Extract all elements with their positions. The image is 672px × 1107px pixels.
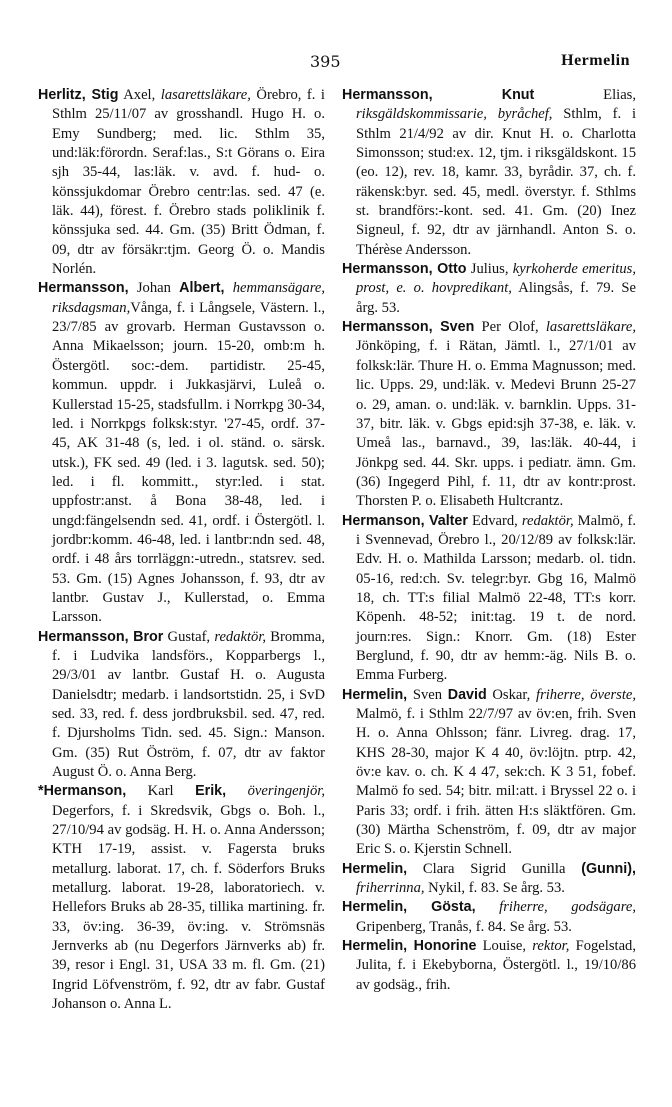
entry-given: Clara Sigrid Gunilla — [407, 860, 582, 877]
entry-title: redaktör, — [214, 628, 267, 645]
entry-title: lasarettsläkare, — [545, 319, 636, 336]
entry-given — [476, 899, 500, 915]
entry-name: Hermelin, Honorine — [342, 938, 477, 955]
entry-name: Hermansson, — [38, 280, 129, 297]
entry-name: Hermansson, Otto — [342, 261, 467, 278]
entry-given: Johan — [128, 280, 180, 297]
entry — [38, 86, 325, 279]
entry — [342, 318, 636, 511]
entry — [38, 628, 325, 783]
entry-name: Hermansson, Bror — [38, 628, 164, 645]
entry-name: Hermansson, Sven — [342, 319, 475, 336]
entry-given: Axel, — [118, 87, 161, 103]
entry-title: friherre, godsägare, — [499, 899, 636, 916]
entry — [342, 860, 636, 899]
entry-given-bold: David — [447, 686, 487, 703]
entry — [342, 898, 636, 937]
entry-name: Hermelin, — [342, 860, 408, 877]
entry-name: Hermelin, — [342, 686, 408, 703]
entry-given: Per Olof, — [474, 319, 546, 336]
left-column — [38, 86, 325, 1015]
entry-title: friherrinna, — [356, 880, 425, 897]
entry-name: Hermansson, Knut — [342, 87, 535, 103]
entry-body: Jönköping, f. i Rätan, Jämtl. l., 27/1/01 av folksk:lär. Thure H. o. Emma Magnusson; med. lic. Upps. 29, und:läk. v. Medevi Brunn 25-27 o. 29, aman. o. und:läk. v. barnklin. Upps. 31-37, bitr. läk. v. Gbgs epid:sjh 37-38, e. läk. v. Umeå las., barnavd., 39, las:läk. 40-44, i Jönkpg sed. 44. Skr. upps. i pediatr. ämn. Gm. (36) Ingegerd Pihl, f. 11, dtr av kontr:prost. Thorsten P. o. Elisabeth Hultcrantz. — [356, 338, 636, 510]
running-head: Hermelin — [561, 52, 630, 69]
entry-given: Edvard, — [467, 512, 522, 529]
entry-title: överingenjör, — [226, 783, 325, 800]
entry-title: friherre, överste, — [536, 686, 637, 703]
page-number: 395 — [310, 52, 341, 71]
entry — [342, 260, 636, 318]
entry-body: Malmö, f. i Sthlm 22/7/97 av öv:en, frih. Sven H. o. Anna Ohlsson; fänr. Livreg. drag. 17, KHS 28-30, major K 4 40, öv:löjtn. ptrp. 42, öv:e kav. o. ch. K 4 47, sek:ch. K 3 51, fobef. Malmö fo sed. 54; bitr. mil:att. i Bryssel 22 o. i Paris 33; ordf. i frih. ätten H:s släktfören. Gm. (30) Märtha Schenström, f. 09, dtr av major Eric S. o. Kjerstin Schnell. — [356, 706, 636, 858]
entry-title: riksgäldskommissarie, byråchef, — [356, 106, 553, 123]
entry-name: *Hermanson, — [38, 783, 127, 800]
entry-given-bold: Erik, — [195, 783, 227, 800]
entry-name: Hermanson, Valter — [342, 512, 468, 529]
entry-given-bold: Albert, — [179, 280, 225, 297]
entry — [342, 686, 636, 860]
entry-title: rektor, — [532, 938, 570, 955]
entry-title: redaktör, — [521, 512, 574, 529]
page-header — [0, 52, 672, 76]
entry-given: Julius, — [466, 261, 513, 278]
right-column — [342, 86, 636, 995]
entry-body: Vånga, f. i Långsele, Västern. l., 23/7/85 av grovarb. Herman Gustavsson o. Anna Mikaelsson; journ. 15-20, omb:m h. Östergötl. soc:-dem. partidistr. 25-45, kommun. uppdr. i Jukkasjärvi, Luleå o. Kullerstad 15-25, stadsfullm. i Norrkpg 30-34, led. i Norrkpgs folksk:styr. '27-45, ordf. 37-45, AK 31-48 (s, led. i ol. ständ. o. särsk. utsk.), FK sed. 49 (led. i 3. lagutsk. sed. 50); led. i fl. kommitt., styr:led. i stat. uppfostr:anst. å Bona 38-48, led. i ungd:fängelsendn sed. 41, ordf. i Östergötl. l. jordbr:komm. 46-48, led. i lantbr:ndn sed. 48, ordf. i 48 års torrläggn:-utredn., statsrev. sed. 53. Gm. (15) Agnes Johansson, f. 93, dtr av lantbr. Gustav J., Kullerstad, o. Emma Larsson. — [52, 299, 325, 626]
entry-body: Alingsås, f. 79. Se årg. 53. — [356, 280, 636, 316]
entry-given: Elias, — [534, 87, 636, 103]
entry-given: Louise, — [476, 938, 533, 955]
entry — [38, 782, 325, 1014]
entry — [342, 937, 636, 995]
entry-body: Örebro, f. i Sthlm 25/11/07 av grosshandl. Hugo H. o. Emy Sundberg; med. lic. Sthlm 35, und:läk:förordn. Seraf:las., S:t Görans o. Eira sjh 35-44, las:läk. v. avd. f. hud- o. könssjukdomar Örebro centr:las. sed. 47 (e. läk. 44), förest. f. Örebro stads poliklinik f. könssjuka sed. 44. Gm. (35) Britt Ödman, f. 09, dtr av försäkr:tjm. Georg Ö. o. Mandis Norlén. — [52, 87, 325, 278]
entry-body: Gripenberg, Tranås, f. 84. Se årg. 53. — [356, 918, 572, 935]
entry-body: Malmö, f. i Svennevad, Örebro l., 20/12/89 av folksk:lär. Edv. H. o. Mathilda Larsson; medarb. ol. tidn. 05-16, red:ch. Sv. telegr:byr. Gbg 16, Malmö 18, ch. TT:s filial Malmö 22-48, TT:s korr. Köpenh. 48-52; init:tag. 19 t. de nord. journ:res. Sign.: Knorr. Gm. (18) Ester Berglund, f. 90, dtr av hemm:-äg. Nils B. o. Emma Furberg. — [356, 512, 636, 684]
entry-body: Degerfors, f. i Skredsvik, Gbgs o. Boh. l., 27/10/94 av godsäg. H. H. o. Anna Andersson; KTH 17-19, assist. v. Fagersta bruks metallurg. laborat. 17, ch. f. Söderfors Bruks metallurg. laborat. 19-28, laboratoriech. v. Hellefors Bruks ab 28-35, tillika martining. fr. 33, öv:ing. 36-39, öv:ing. v. Strömsnäs Jernverks ab (nu Degerfors Järnverks ab) fr. 39, resor i Engl. 31, USA 33 m. fl. Gm. (21) Ingrid Löfvenström, f. 92, dtr av fabr. Gustaf Johanson o. Anna L. — [52, 802, 325, 1013]
entry-title: lasarettsläkare, — [160, 87, 251, 103]
entry-title: hemmansägare, riksdagsman, — [52, 280, 325, 316]
entry-name: Herlitz, Stig — [38, 87, 119, 103]
entry — [38, 279, 325, 627]
entry-given: Karl — [126, 783, 196, 800]
entry — [342, 86, 636, 260]
entry-given-bold: (Gunni), — [581, 860, 636, 877]
entry — [342, 512, 636, 686]
entry-given: Sven — [407, 686, 448, 703]
entry-title: kyrkoherde emeritus, prost, e. o. hovpredikant, — [356, 261, 636, 297]
entry-body: Fogelstad, Julita, f. i Ekebyborna, Östergötl. l., 19/10/86 av godsäg., frih. — [356, 938, 636, 993]
entry-given-2: Oskar, — [486, 686, 537, 703]
entry-given: Gustaf, — [163, 628, 215, 645]
entry-body: Nykil, f. 83. Se årg. 53. — [424, 880, 565, 897]
entry-body: Sthlm, f. i Sthlm 21/4/92 av dir. Knut H. o. Charlotta Simonsson; stud:ex. 12, tjm. i riksgäldskont. 15 (eo. 12), rev. 18, kamr. 33, byrådir. 37, ch. f. räkensk:byr. sed. 45, medl. överstyr. f. Sthlms st. brandförs:-kont. sed. 41. Gm. (20) Inez Signeul, f. 92, dtr av järnhandl. Anton S. o. Thérèse Andersson. — [356, 106, 637, 258]
entry-name: Hermelin, Gösta, — [342, 899, 476, 916]
entry-body: Bromma, f. i Ludvika landsförs., Kopparbergs l., 29/3/01 av lantbr. Gustaf H. o. Augusta Danielsdtr; medarb. i landsortstidn. 25, i SvD sed. 33, red. f. dess jordbruksbil. sed. 47, red. f. Djursholms Tidn. sed. 45. Sign.: Manson. Gm. (35) Rut Öström, f. 07, dtr av faktor August Ö. o. Anna Berg. — [52, 628, 325, 781]
